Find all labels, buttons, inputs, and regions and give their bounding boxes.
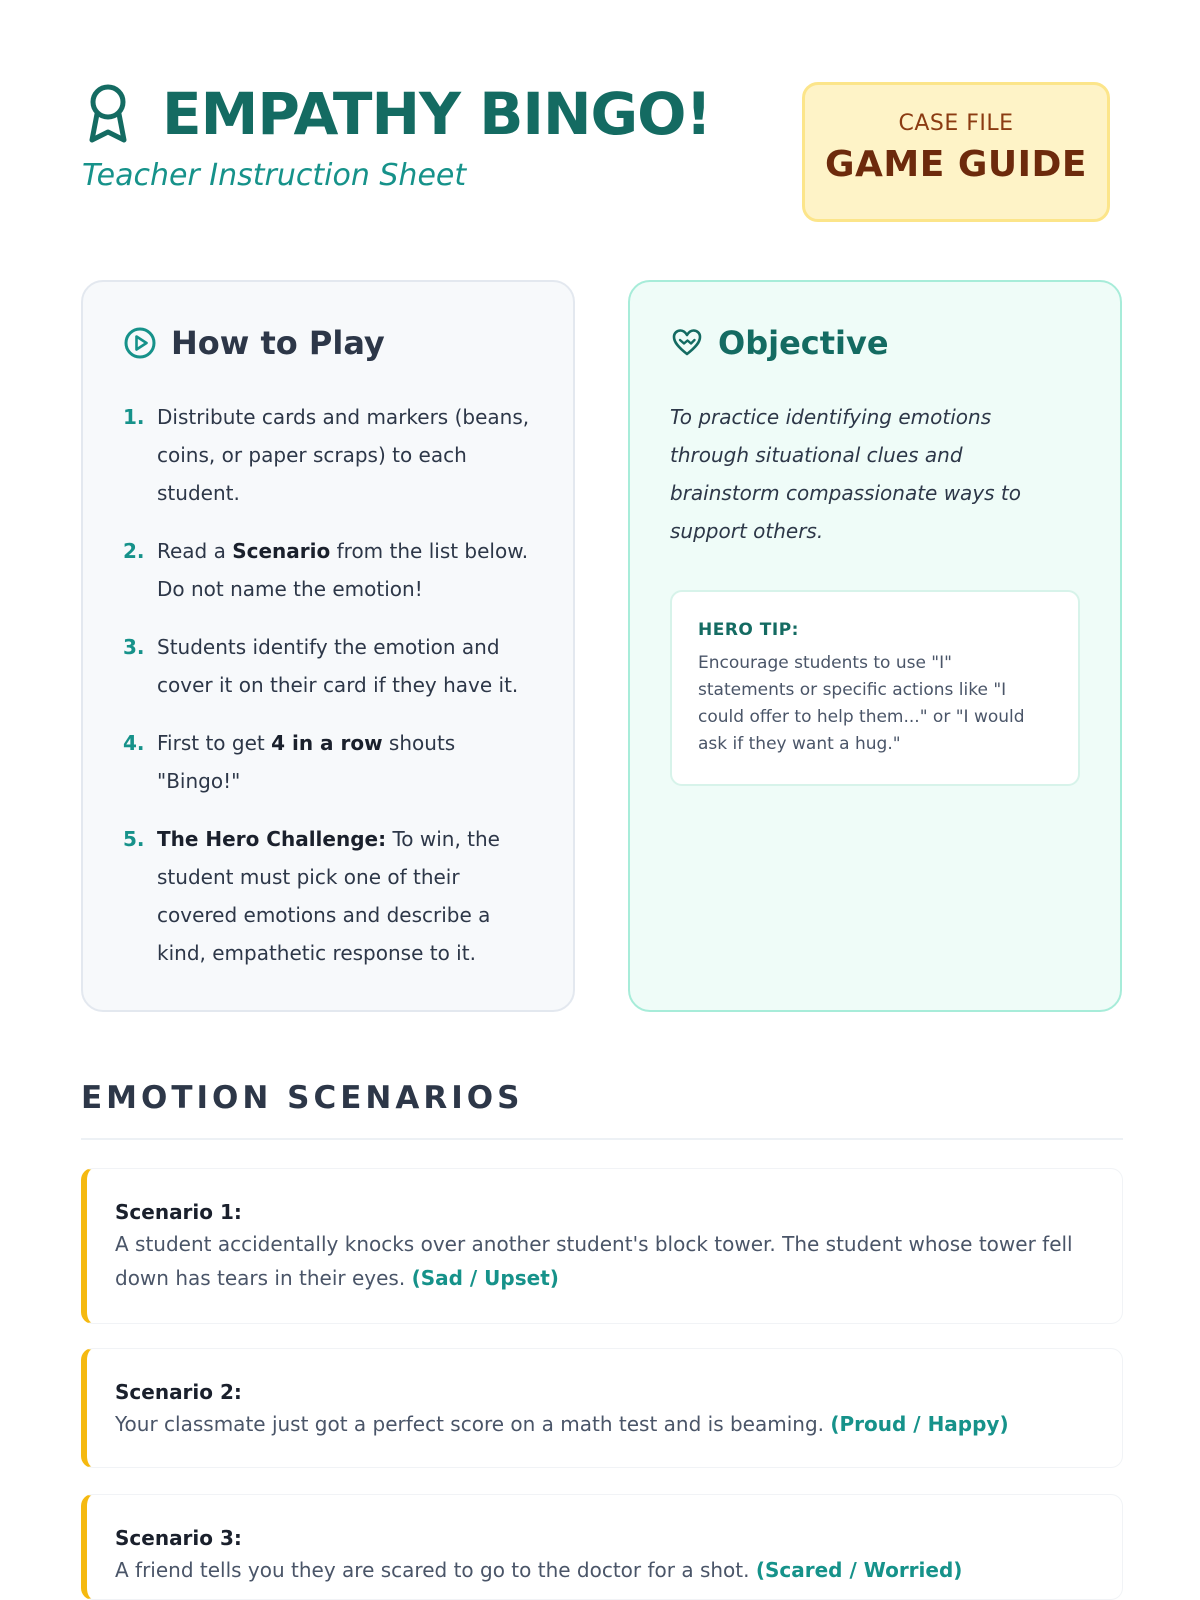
scenario-card — [81, 1168, 1123, 1324]
scenario-description: A friend tells you they are scared to go to the doctor for a shot. — [115, 1558, 750, 1582]
step-text: Distribute cards and markers (beans, coins, or paper scraps) to each student. — [157, 405, 530, 505]
scenario-text — [115, 1553, 1094, 1587]
scenario-text — [115, 1407, 1094, 1441]
step-number: 3. — [123, 635, 145, 659]
step-text-post: To win, the student must pick one of their covered emotions and describe a kind, empathetic response to it. — [157, 827, 500, 965]
play-circle-icon — [123, 326, 157, 360]
step-number: 2. — [123, 539, 145, 563]
step-number: 4. — [123, 731, 145, 755]
step-text-bold: 4 in a row — [271, 731, 383, 755]
case-file-badge — [802, 82, 1110, 222]
objective-heading — [670, 324, 889, 362]
step-text — [157, 532, 533, 608]
step-text-bold: Scenario — [232, 539, 331, 563]
step-item — [123, 398, 533, 512]
page-subtitle: Teacher Instruction Sheet — [82, 158, 467, 193]
step-text-post: shouts "Bingo!" — [157, 731, 456, 793]
hero-tip-label: HERO TIP: — [698, 620, 799, 640]
objective-text: To practice identifying emotions through situational clues and brainstorm compassionate ways to support others. — [670, 405, 1022, 543]
step-item — [123, 724, 533, 800]
step-text — [157, 724, 533, 800]
step-item — [123, 532, 533, 608]
heart-hands-icon — [670, 326, 704, 360]
how-to-play-steps — [123, 398, 533, 992]
step-number: 5. — [123, 827, 145, 851]
case-file-title: GAME GUIDE — [824, 144, 1087, 185]
step-text-bold: The Hero Challenge: — [157, 827, 387, 851]
objective-title: Objective — [718, 324, 889, 362]
award-ribbon-icon — [82, 82, 134, 146]
page-header — [82, 78, 1122, 228]
hero-tip-box — [670, 590, 1080, 786]
step-text-pre: Read a — [157, 539, 233, 563]
scenario-card — [81, 1494, 1123, 1600]
scenario-emotion: (Scared / Worried) — [755, 1558, 963, 1582]
step-text-pre: First to get — [157, 731, 272, 755]
scenario-label: Scenario 2: — [115, 1380, 242, 1404]
objective-card — [628, 280, 1122, 1012]
scenario-label: Scenario 3: — [115, 1526, 242, 1550]
hero-tip-text: Encourage students to use "I" statements or specific actions like "I could offer to help them..." or "I would ask if they want a hug." — [698, 653, 1025, 754]
scenario-text — [115, 1227, 1094, 1295]
step-item — [123, 820, 533, 972]
how-to-play-heading — [123, 324, 385, 362]
step-text — [157, 820, 533, 972]
scenario-emotion: (Sad / Upset) — [411, 1266, 559, 1290]
step-text: Students identify the emotion and cover it on their card if they have it. — [157, 635, 519, 697]
step-number: 1. — [123, 405, 145, 429]
scenarios-section-title: EMOTION SCENARIOS — [81, 1080, 524, 1116]
section-divider — [81, 1138, 1123, 1140]
step-item — [123, 628, 533, 704]
scenario-label: Scenario 1: — [115, 1200, 242, 1224]
scenario-description: Your classmate just got a perfect score on a math test and is beaming. — [115, 1412, 825, 1436]
scenario-card — [81, 1348, 1123, 1468]
how-to-play-card — [81, 280, 575, 1012]
scenario-description: A student accidentally knocks over another student's block tower. The student whose tower fell down has tears in their eyes. — [115, 1232, 1073, 1290]
scenario-emotion: (Proud / Happy) — [830, 1412, 1009, 1436]
page-title: EMPATHY BINGO! — [162, 80, 711, 148]
case-file-label: CASE FILE — [898, 111, 1014, 136]
step-text-post: from the list below. Do not name the emotion! — [157, 539, 529, 601]
how-to-play-title: How to Play — [171, 324, 385, 362]
